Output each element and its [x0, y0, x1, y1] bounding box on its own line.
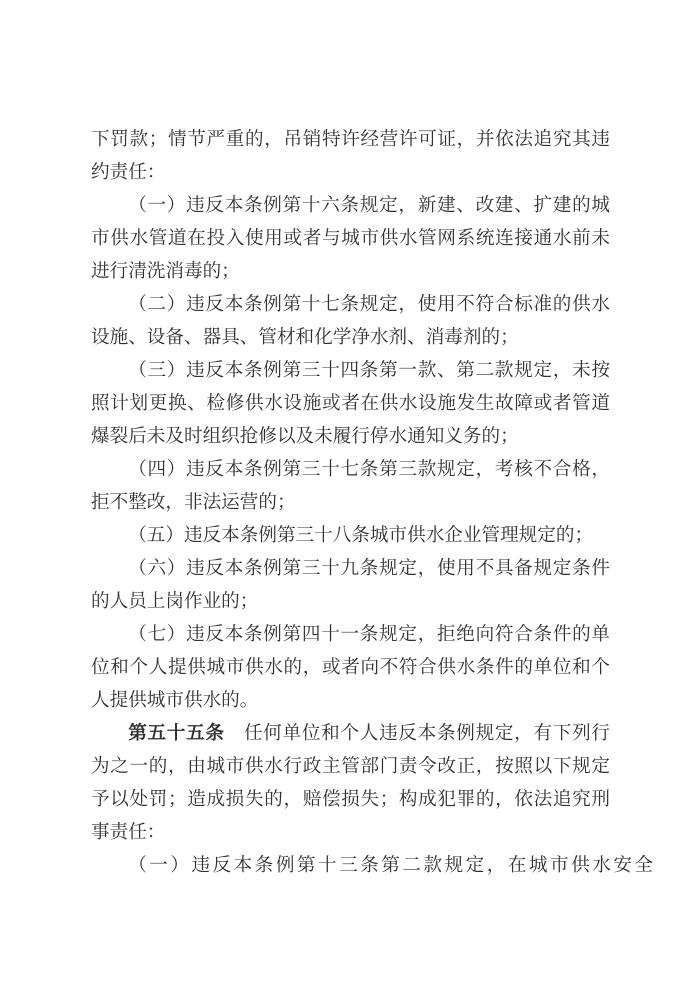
- text-line: 予以处罚；造成损失的，赔偿损失；构成犯罪的，依法追究刑: [91, 789, 610, 810]
- article-number: 第五十五条: [128, 723, 225, 744]
- text-line: （一）违反本条例第十六条规定，新建、改建、扩建的城: [128, 195, 610, 216]
- text-line: （五）违反本条例第三十八条城市供水企业管理规定的；: [128, 525, 594, 546]
- text-line: 拒不整改，非法运营的；: [91, 492, 296, 513]
- text-line: 市供水管道在投入使用或者与城市供水管网系统连接通水前未: [91, 228, 610, 249]
- text-line: 下罚款；情节严重的，吊销特许经营许可证，并依法追究其违: [91, 129, 610, 150]
- text-line-article-start: 第五十五条 任何单位和个人违反本条例规定，有下列行: [128, 723, 610, 744]
- text-line: （一）违反本条例第十三条第二款规定，在城市供水安全: [128, 855, 653, 876]
- text-line: 的人员上岗作业的；: [91, 591, 259, 612]
- text-line: 爆裂后未及时组织抢修以及未履行停水通知义务的；: [91, 426, 519, 447]
- text-line: 约责任：: [91, 162, 166, 183]
- text-line: 为之一的，由城市供水行政主管部门责令改正，按照以下规定: [91, 756, 610, 777]
- text-line: （二）违反本条例第十七条规定，使用不符合标准的供水: [128, 294, 610, 315]
- text-line: （三）违反本条例第三十四条第一款、第二款规定，未按: [128, 360, 610, 381]
- text-line: 照计划更换、检修供水设施或者在供水设施发生故障或者管道: [91, 393, 610, 414]
- text-line: 事责任：: [91, 822, 166, 843]
- text-line: （七）违反本条例第四十一条规定，拒绝向符合条件的单: [128, 624, 610, 645]
- text-line: 人提供城市供水的。: [91, 690, 259, 711]
- text-line: （四）违反本条例第三十七条第三款规定，考核不合格，: [128, 459, 610, 480]
- text-line: （六）违反本条例第三十九条规定，使用不具备规定条件: [128, 558, 610, 579]
- text-line: 进行清洗消毒的；: [91, 261, 240, 282]
- document-text-block: [91, 123, 653, 882]
- text-line: 位和个人提供城市供水的，或者向不符合供水条件的单位和个: [91, 657, 610, 678]
- text-line: 设施、设备、器具、管材和化学净水剂、消毒剂的；: [91, 327, 519, 348]
